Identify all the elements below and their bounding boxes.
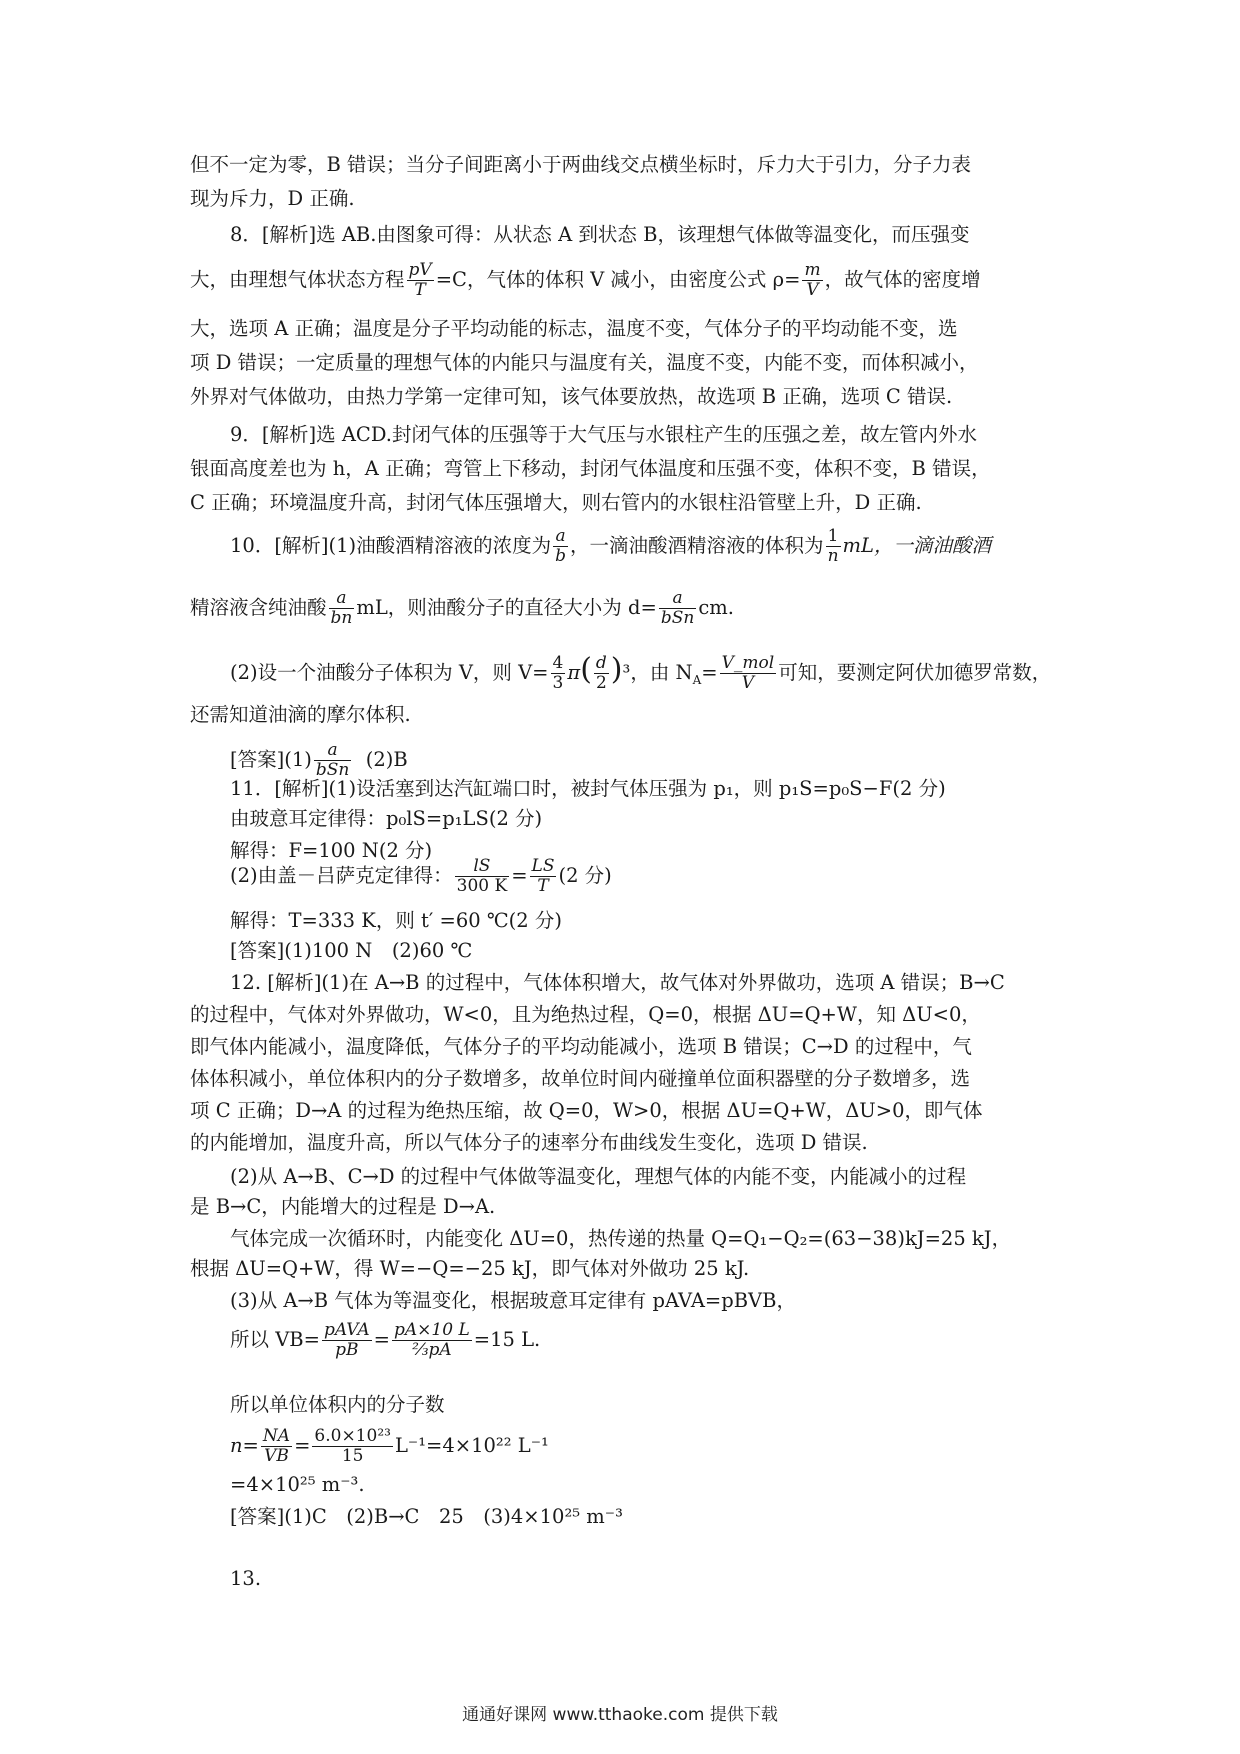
q8-line-2 (190, 262, 981, 299)
fraction-ls-300k: $\frac{lS}{300 K}$ (456, 856, 508, 896)
q12-line-8: 是 B→C，内能增大的过程是 D→A. (190, 1195, 496, 1218)
text-span: 大，由理想气体状态方程 (190, 268, 405, 291)
fraction-1-n: $\frac{1}{n}$ (827, 526, 839, 566)
q10-line-1 (230, 528, 991, 565)
fraction-pv-t: $\frac{pV}{T}$ (408, 260, 432, 300)
q8-line-5: 外界对气体做功，由热力学第一定律可知，该气体要放热，故选项 B 正确，选项 C 错误. (190, 385, 953, 408)
q12-line-11: (3)从 A→B 气体为等温变化，根据玻意耳定律有 pAVA=pBVB， (230, 1289, 796, 1312)
q9-line-3: C 正确；环境温度升高，封闭气体压强增大，则右管内的水银柱沿管壁上升，D 正确. (190, 491, 922, 514)
fraction-a-bn: $\frac{a}{bn}$ (330, 588, 353, 628)
q12-answer: [答案](1)C (2)B→C 25 (3)4×10²⁵ m⁻³ (230, 1505, 623, 1528)
text-span: n= (230, 1434, 259, 1457)
text-span: = (701, 661, 718, 684)
q8-line-1: 8．[解析]选 AB.由图象可得：从状态 A 到状态 B，该理想气体做等温变化，而压强变 (230, 223, 970, 246)
fraction-pava-pb: $\frac{\text{pAVA}}{pB}$ (323, 1320, 370, 1360)
q11-line-3: 解得：F=100 N(2 分) (230, 839, 433, 862)
text-span: mL，则油酸分子的直径大小为 d= (356, 596, 657, 619)
text-line: 但不一定为零，B 错误；当分子间距离小于两曲线交点横坐标时，斥力大于引力，分子力表 (190, 153, 972, 176)
footer-text: 通通好课网 www.tthaoke.com 提供下载 (462, 1705, 778, 1725)
fraction-d-2: $\frac{d}{2}$ (595, 653, 607, 693)
fraction-pa10l: $\frac{pA\times 10 L}{\text{⅔pA}}$ (394, 1320, 470, 1360)
q8-line-4: 项 D 错误；一定质量的理想气体的内能只与温度有关，温度不变，内能不变，而体积减小， (190, 351, 979, 374)
text-span: (2)设一个油酸分子体积为 V，则 V= (230, 661, 549, 684)
q11-line-4: (2)由盖－吕萨克定律得： $\frac{lS}{300 K}$ = $\frac{LS}{T}$ (2 分) (230, 856, 612, 896)
fraction-4-3: $\frac{4}{3}$ (552, 653, 564, 693)
q11-line-2: 由玻意耳定律得：p₀lS=p₁LS(2 分) (230, 807, 543, 830)
q12-line-12: 所以 VB= $\frac{\text{pAVA}}{pB}$ = $\frac{pA\times 10 L}{\text{⅔pA}}$ =15 L. (230, 1320, 541, 1360)
q12-line-10: 根据 ΔU=Q+W，得 W=−Q=−25 kJ，即气体对外做功 25 kJ. (190, 1257, 750, 1280)
fraction-m-v: $\frac{m}{V}$ (804, 260, 821, 300)
q11-answer: [答案](1)100 N (2)60 ℃ (230, 939, 473, 962)
q12-line-3: 即气体内能减小，温度降低，气体分子的平均动能减小，选项 B 错误；C→D 的过程中，气 (190, 1035, 972, 1058)
q11-line-1: 11．[解析](1)设活塞到达汽缸端口时，被封气体压强为 p₁，则 p₁S=p₀S−F(2 分) (230, 777, 946, 800)
fraction-vmol-v: $\frac{\text{V\_mol}}{V}$ (721, 653, 775, 693)
text-span: 可知，要测定阿伏加德罗常数， (778, 661, 1052, 684)
text-span: (2)B (365, 748, 408, 771)
paren-open: ( (580, 652, 592, 687)
q10-line-2 (190, 590, 734, 627)
fraction-answer: $\frac{a}{\text{bSn}}$ (315, 740, 350, 780)
q11-line-5: 解得：T=333 K，则 t′ =60 ℃(2 分) (230, 909, 562, 932)
text-span: (2)由盖－吕萨克定律得： (230, 864, 453, 887)
q12-line-13: 所以单位体积内的分子数 (230, 1393, 445, 1416)
text-span: =C，气体的体积 V 减小，由密度公式 ρ= (435, 268, 801, 291)
q8-line-3: 大，选项 A 正确；温度是分子平均动能的标志，温度不变，气体分子的平均动能不变，选 (190, 317, 958, 340)
text-line: 现为斥力，D 正确. (190, 187, 355, 210)
q12-line-15: =4×10²⁵ m⁻³. (230, 1473, 365, 1496)
q12-line-5: 项 C 正确；D→A 的过程为绝热压缩，故 Q=0，W>0，根据 ΔU=Q+W，ΔU>0，即气体 (190, 1099, 983, 1122)
text-span: =15 L. (473, 1328, 541, 1351)
q12-line-9: 气体完成一次循环时，内能变化 ΔU=0，热传递的热量 Q=Q₁−Q₂=(63−38)kJ=25 kJ， (230, 1227, 1012, 1250)
q10-line-4: 还需知道油滴的摩尔体积. (190, 703, 411, 726)
q13-number: 13. (230, 1567, 262, 1590)
q9-line-2: 银面高度差也为 h，A 正确；弯管上下移动，封闭气体温度和压强不变，体积不变，B 错误， (190, 457, 991, 480)
q10-line-3 (230, 652, 1052, 693)
q12-line-14: n= $\frac{NA}{VB}$ = $\frac{\text{6.0×10²³}}{15}$ L⁻¹=4×10²² L⁻¹ (230, 1426, 549, 1466)
text-span: 精溶液含纯油酸 (190, 596, 327, 619)
text-span: L⁻¹=4×10²² L⁻¹ (394, 1434, 549, 1457)
text-span: 所以 VB= (230, 1328, 320, 1351)
text-span: [答案](1) (230, 748, 312, 771)
text-span: mL，一滴油酸酒 (842, 534, 991, 557)
fraction-a-b: $\frac{a}{b}$ (555, 526, 567, 566)
text-span: ，一滴油酸酒精溶液的体积为 (570, 534, 824, 557)
paren-close: ) (610, 652, 623, 687)
fraction-a-bsn: $\frac{a}{\text{bSn}}$ (660, 588, 695, 628)
q12-line-6: 的内能增加，温度升高，所以气体分子的速率分布曲线发生变化，选项 D 错误. (190, 1131, 868, 1154)
fraction-6e23-15: $\frac{\text{6.0×10²³}}{15}$ (314, 1426, 391, 1466)
text-span: π (567, 661, 581, 684)
q12-line-1: 12. [解析](1)在 A→B 的过程中，气体体积增大，故气体对外界做功，选项 A 错误；B→C (230, 971, 1005, 994)
q12-line-2: 的过程中，气体对外界做功，W<0，且为绝热过程，Q=0，根据 ΔU=Q+W，知 ΔU<0， (190, 1003, 981, 1026)
text-span: (2 分) (558, 864, 612, 887)
q9-line-1: 9．[解析]选 ACD.封闭气体的压强等于大气压与水银柱产生的压强之差，故左管内外水 (230, 423, 977, 446)
subscript: A (692, 672, 702, 687)
text-span: ³，由 N (622, 661, 693, 684)
fraction-ls-t: $\frac{LS}{T}$ (531, 856, 555, 896)
q12-line-4: 体体积减小，单位体积内的分子数增多，故单位时间内碰撞单位面积器壁的分子数增多，选 (190, 1067, 971, 1090)
q12-line-7: (2)从 A→B、C→D 的过程中气体做等温变化，理想气体的内能不变，内能减小的过程 (230, 1165, 967, 1188)
text-span: ，故气体的密度增 (824, 268, 981, 291)
fraction-na-vb: $\frac{NA}{VB}$ (262, 1426, 291, 1466)
text-span: 10．[解析](1)油酸酒精溶液的浓度为 (230, 534, 552, 557)
text-span: cm. (698, 596, 734, 619)
